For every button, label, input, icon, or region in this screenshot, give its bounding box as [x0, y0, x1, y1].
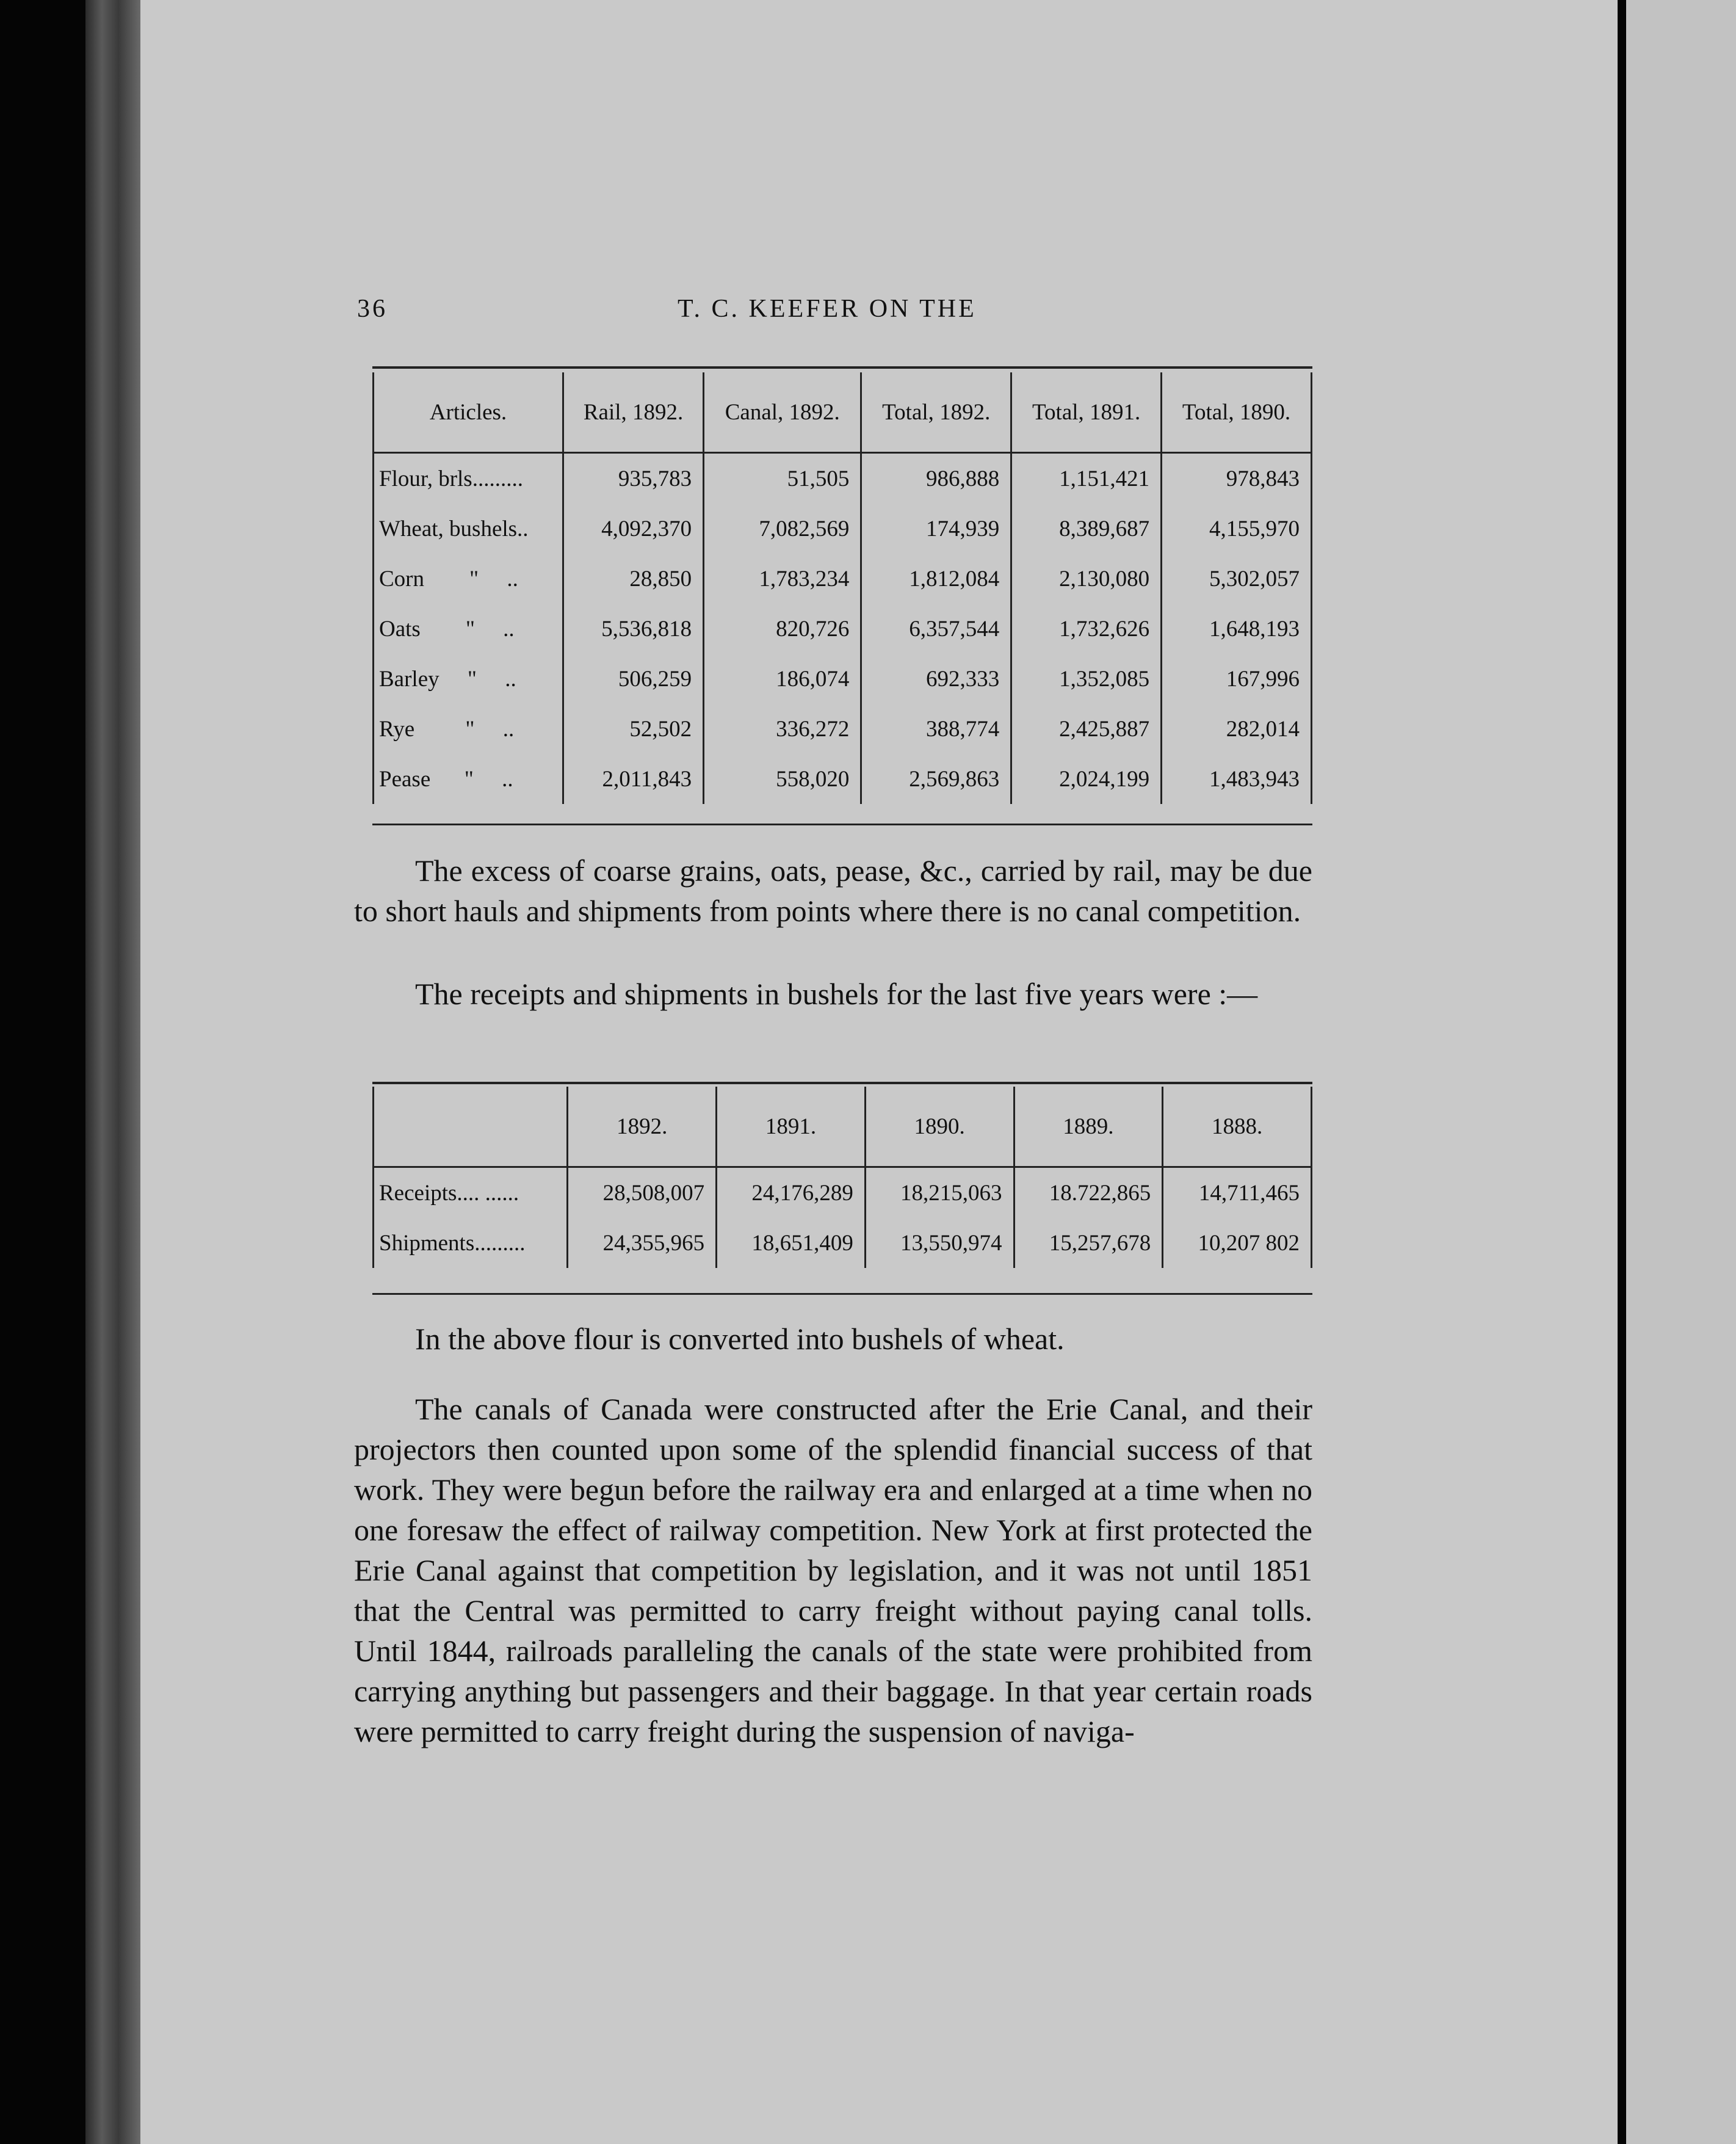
- table-cell: 186,074: [704, 654, 861, 704]
- paragraph-flour-note: In the above flour is converted into bushels of wheat.: [415, 1322, 1065, 1356]
- table-cell: 1,352,085: [1011, 654, 1162, 704]
- row-label: Rye " ..: [374, 704, 563, 754]
- table-cell: 282,014: [1162, 704, 1312, 754]
- table-row: [374, 453, 1312, 504]
- table-cell: 28,850: [563, 554, 704, 604]
- table-cell: 13,550,974: [865, 1218, 1014, 1268]
- table2-bottom-rule: [372, 1293, 1312, 1295]
- table-cell: 8,389,687: [1011, 504, 1162, 554]
- paragraph-coarse-grains: The excess of coarse grains, oats, pease, &c., carried by rail, may be due to short hauls and shipments from points where there is no canal competition.: [354, 853, 1312, 928]
- articles-table: [372, 372, 1312, 804]
- table-cell: 4,155,970: [1162, 504, 1312, 554]
- table2-column-header: 1892.: [568, 1087, 717, 1167]
- row-label: Pease " ..: [374, 754, 563, 804]
- table1-column-header: Total, 1891.: [1011, 372, 1162, 453]
- table-cell: 5,536,818: [563, 604, 704, 654]
- row-label: Barley " ..: [374, 654, 563, 704]
- table-cell: 2,569,863: [861, 754, 1011, 804]
- page-number: 36: [357, 295, 388, 323]
- table-cell: 18.722,865: [1014, 1167, 1163, 1219]
- row-label: Oats " ..: [374, 604, 563, 654]
- table1-column-header: Canal, 1892.: [704, 372, 861, 453]
- table-row: [374, 554, 1312, 604]
- table-cell: 14,711,465: [1163, 1167, 1312, 1219]
- table-cell: 51,505: [704, 453, 861, 504]
- table-row: [374, 504, 1312, 554]
- table-cell: 167,996: [1162, 654, 1312, 704]
- table2-column-header: 1891.: [717, 1087, 866, 1167]
- table2-top-rule: [372, 1082, 1312, 1084]
- table-row: [374, 1218, 1312, 1268]
- page-content: [214, 0, 1331, 2144]
- table-cell: 978,843: [1162, 453, 1312, 504]
- table2-column-header: 1888.: [1163, 1087, 1312, 1167]
- table-row: [374, 754, 1312, 804]
- table-cell: 10,207 802: [1163, 1218, 1312, 1268]
- adjacent-page-edge: [1618, 0, 1736, 2144]
- table-row: [374, 704, 1312, 754]
- table2-column-header: 1890.: [865, 1087, 1014, 1167]
- paragraph-receipts-intro: The receipts and shipments in bushels for the last five years were :—: [415, 977, 1258, 1011]
- table-cell: 7,082,569: [704, 504, 861, 554]
- receipts-shipments-table: [372, 1087, 1312, 1268]
- table-cell: 2,024,199: [1011, 754, 1162, 804]
- table1-bottom-rule: [372, 824, 1312, 825]
- table-cell: 5,302,057: [1162, 554, 1312, 604]
- table-cell: 2,011,843: [563, 754, 704, 804]
- table-cell: 2,425,887: [1011, 704, 1162, 754]
- table-row: [374, 1167, 1312, 1219]
- table-cell: 692,333: [861, 654, 1011, 704]
- table1-column-header: Articles.: [374, 372, 563, 453]
- table-cell: 6,357,544: [861, 604, 1011, 654]
- table-cell: 506,259: [563, 654, 704, 704]
- row-label: Wheat, bushels..: [374, 504, 563, 554]
- table1-column-header: Rail, 1892.: [563, 372, 704, 453]
- table-cell: 1,732,626: [1011, 604, 1162, 654]
- scan-border-left: [0, 0, 85, 2144]
- table1-column-header: Total, 1890.: [1162, 372, 1312, 453]
- table2-body: [374, 1167, 1312, 1269]
- table-cell: 18,651,409: [717, 1218, 866, 1268]
- table-row: [374, 604, 1312, 654]
- table-cell: 1,483,943: [1162, 754, 1312, 804]
- table1-top-rule: [372, 366, 1312, 369]
- table-cell: 52,502: [563, 704, 704, 754]
- table-row: [374, 654, 1312, 704]
- table-cell: 1,151,421: [1011, 453, 1162, 504]
- table-cell: 4,092,370: [563, 504, 704, 554]
- table-cell: 1,648,193: [1162, 604, 1312, 654]
- table-cell: 2,130,080: [1011, 554, 1162, 604]
- table-cell: 558,020: [704, 754, 861, 804]
- row-label: Receipts.... ......: [374, 1167, 568, 1219]
- row-label: Corn " ..: [374, 554, 563, 604]
- table2-column-header: [374, 1087, 568, 1167]
- table1-column-header: Total, 1892.: [861, 372, 1011, 453]
- table-cell: 24,355,965: [568, 1218, 717, 1268]
- table-cell: 336,272: [704, 704, 861, 754]
- table2-column-header: 1889.: [1014, 1087, 1163, 1167]
- table-cell: 28,508,007: [568, 1167, 717, 1219]
- table1-body: [374, 453, 1312, 805]
- row-label: Flour, brls.........: [374, 453, 563, 504]
- row-label: Shipments.........: [374, 1218, 568, 1268]
- table-cell: 388,774: [861, 704, 1011, 754]
- table1-header-row: [374, 372, 1312, 453]
- table-cell: 935,783: [563, 453, 704, 504]
- table-cell: 986,888: [861, 453, 1011, 504]
- table-cell: 820,726: [704, 604, 861, 654]
- running-title: T. C. KEEFER ON THE: [678, 295, 977, 323]
- paragraph-canals-history: The canals of Canada were constructed after the Erie Canal, and their projectors then counted upon some of the splendid financial success of that work. They were begun before the railway era and enlarged at a time when no one foresaw the effect of railway competition. New York at first protected the Erie Canal against that competition by legislation, and it was not until 1851 that the Central was permitted to carry freight without paying canal tolls. Until 1844, railroads paralleling the canals of the state were prohibited from carrying anything but passengers and their baggage. In that year certain roads were permitted to carry freight during the suspension of naviga-: [354, 1392, 1312, 1748]
- table-cell: 18,215,063: [865, 1167, 1014, 1219]
- table2-header-row: [374, 1087, 1312, 1167]
- running-head: [214, 294, 1331, 331]
- table-cell: 174,939: [861, 504, 1011, 554]
- book-spine: [85, 0, 140, 2144]
- table-cell: 1,812,084: [861, 554, 1011, 604]
- table-cell: 24,176,289: [717, 1167, 866, 1219]
- table-cell: 15,257,678: [1014, 1218, 1163, 1268]
- table-cell: 1,783,234: [704, 554, 861, 604]
